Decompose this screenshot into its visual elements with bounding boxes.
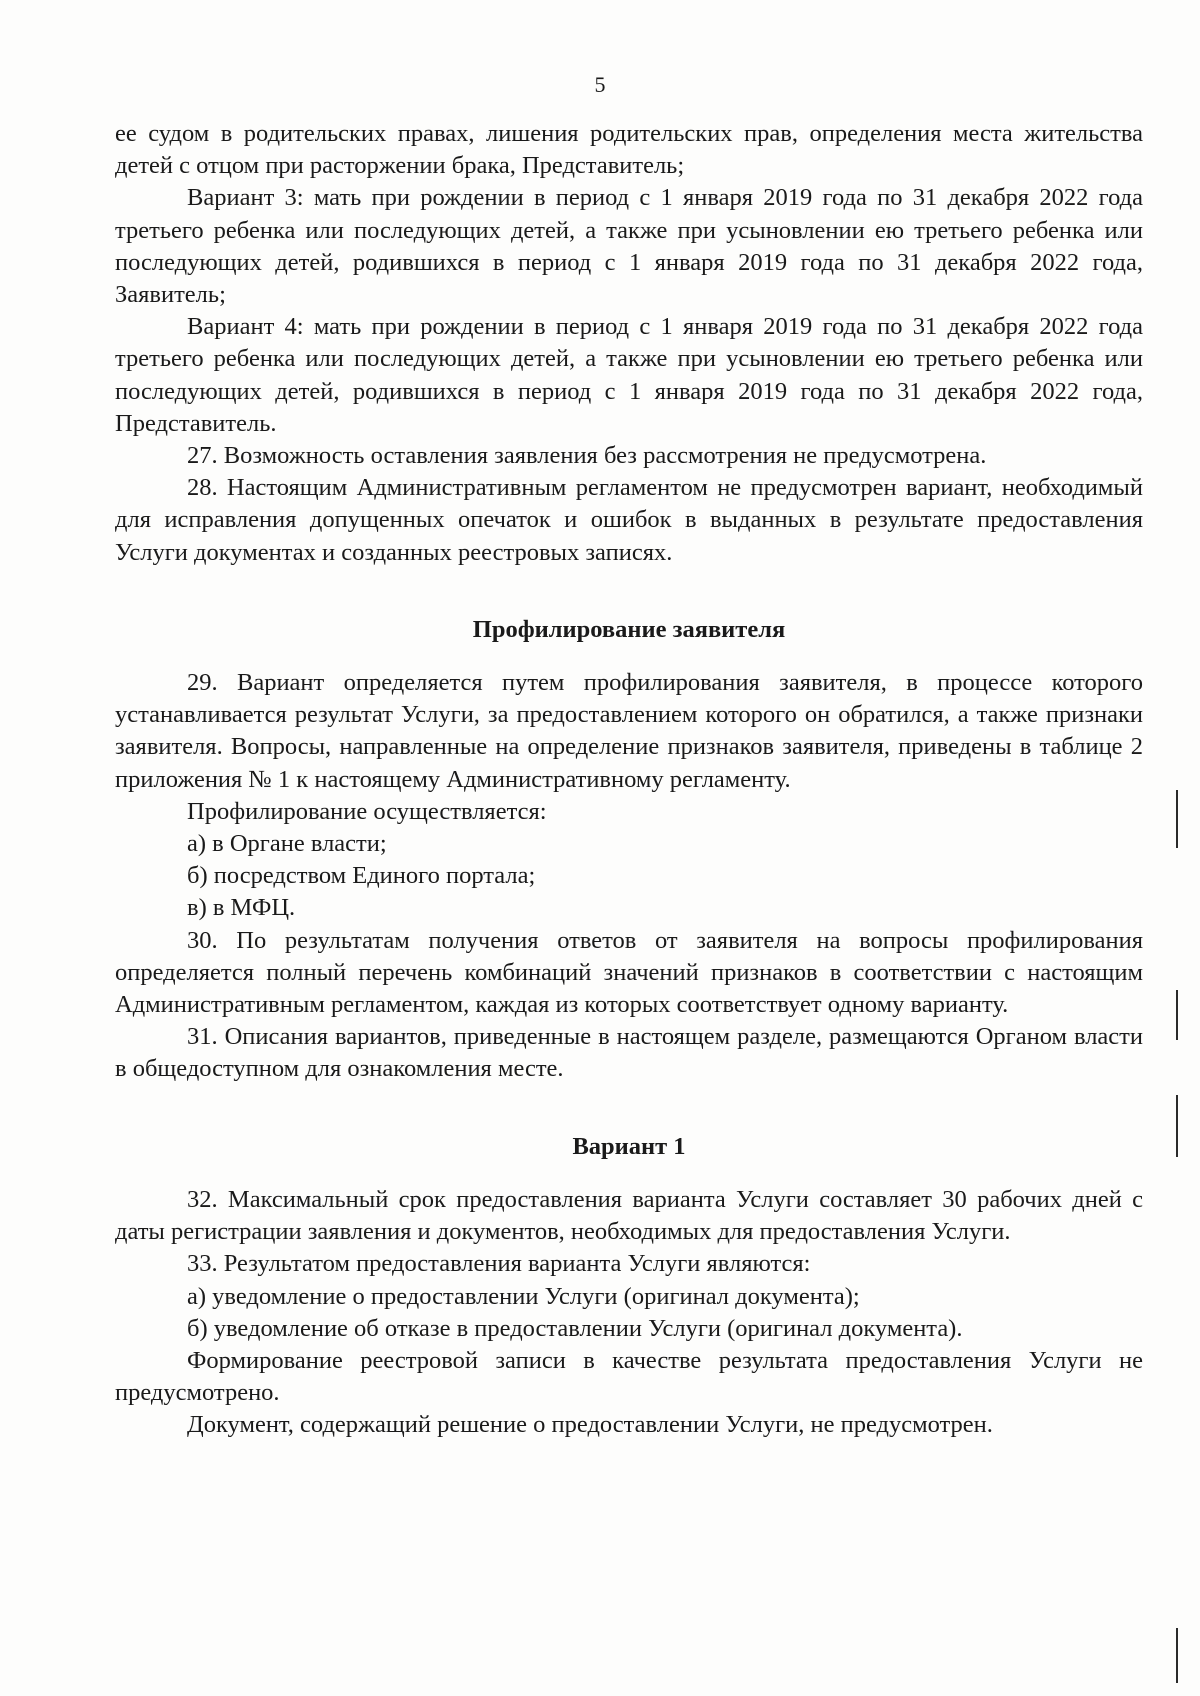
paragraph: Вариант 4: мать при рождении в период с 1 января 2019 года по 31 декабря 2022 года третьего ребенка или последующих детей, а также при усыновлении ею третьего ребенка или последующих детей, родившихся в период с 1 января 2019 года по 31 декабря 2022 года, Представитель. — [115, 313, 1143, 437]
section-spacing — [115, 1086, 1143, 1131]
paragraph: в) в МФЦ. — [187, 894, 296, 922]
paragraph: 28. Настоящим Административным регламентом не предусмотрен вариант, необходимый для исправления допущенных опечаток и ошибок в выданных в результате предоставления Услуги документах и созданных реестровых записях. — [115, 474, 1143, 566]
paragraph: 31. Описания вариантов, приведенные в настоящем разделе, размещаются Органом власти в общедоступном для ознакомления месте. — [115, 1023, 1143, 1083]
section-spacing — [115, 1163, 1143, 1184]
paragraph: 32. Максимальный срок предоставления варианта Услуги составляет 30 рабочих дней с даты регистрации заявления и документов, необходимых для предоставления Услуги. — [115, 1185, 1143, 1246]
paragraph: Профилирование осуществляется: — [187, 797, 547, 825]
scan-edge-mark — [1176, 1095, 1178, 1157]
scan-edge-mark — [1176, 1628, 1178, 1683]
paragraph: 29. Вариант определяется путем профилирования заявителя, в процессе которого устанавливается результат Услуги, за предоставлением которого он обратился, а также признаки заявителя. Вопросы, направленные на определение признаков заявителя, приведены в таблице 2 приложения № 1 к настоящему Административному регламенту. — [115, 669, 1143, 793]
scan-edge-mark — [1176, 790, 1178, 848]
section-spacing — [115, 646, 1143, 667]
paragraph: ее судом в родительских правах, лишения родительских прав, определения места жительства детей с отцом при расторжении брака, Представитель; — [115, 120, 1143, 180]
paragraph: 30. По результатам получения ответов от заявителя на вопросы профилирования определяется полный перечень комбинаций значений признаков в соответствии с настоящим Административным регламентом, каждая из которых соответствует одному варианту. — [115, 926, 1143, 1019]
paragraph: а) уведомление о предоставлении Услуги (оригинал документа); — [187, 1282, 860, 1310]
paragraph: 33. Результатом предоставления варианта Услуги являются: — [187, 1250, 811, 1278]
paragraph: б) посредством Единого портала; — [187, 862, 536, 890]
paragraph: 27. Возможность оставления заявления без рассмотрения не предусмотрена. — [187, 442, 987, 470]
scan-edge-mark — [1176, 990, 1178, 1040]
paragraph: Документ, содержащий решение о предоставлении Услуги, не предусмотрен. — [187, 1411, 993, 1439]
section-heading: Вариант 1 — [572, 1132, 686, 1160]
section-spacing — [115, 569, 1143, 614]
page-number: 5 — [594, 72, 606, 97]
paragraph: б) уведомление об отказе в предоставлении Услуги (оригинал документа). — [187, 1314, 963, 1342]
document-body — [115, 118, 1143, 1442]
paragraph: Формирование реестровой записи в качестве результата предоставления Услуги не предусмотрено. — [115, 1346, 1143, 1407]
paragraph: а) в Органе власти; — [187, 830, 387, 858]
paragraph: Вариант 3: мать при рождении в период с 1 января 2019 года по 31 декабря 2022 года третьего ребенка или последующих детей, а также при усыновлении ею третьего ребенка или последующих детей, родившихся в период с 1 января 2019 года по 31 декабря 2022 года, Заявитель; — [115, 184, 1143, 309]
section-heading: Профилирование заявителя — [472, 615, 786, 643]
